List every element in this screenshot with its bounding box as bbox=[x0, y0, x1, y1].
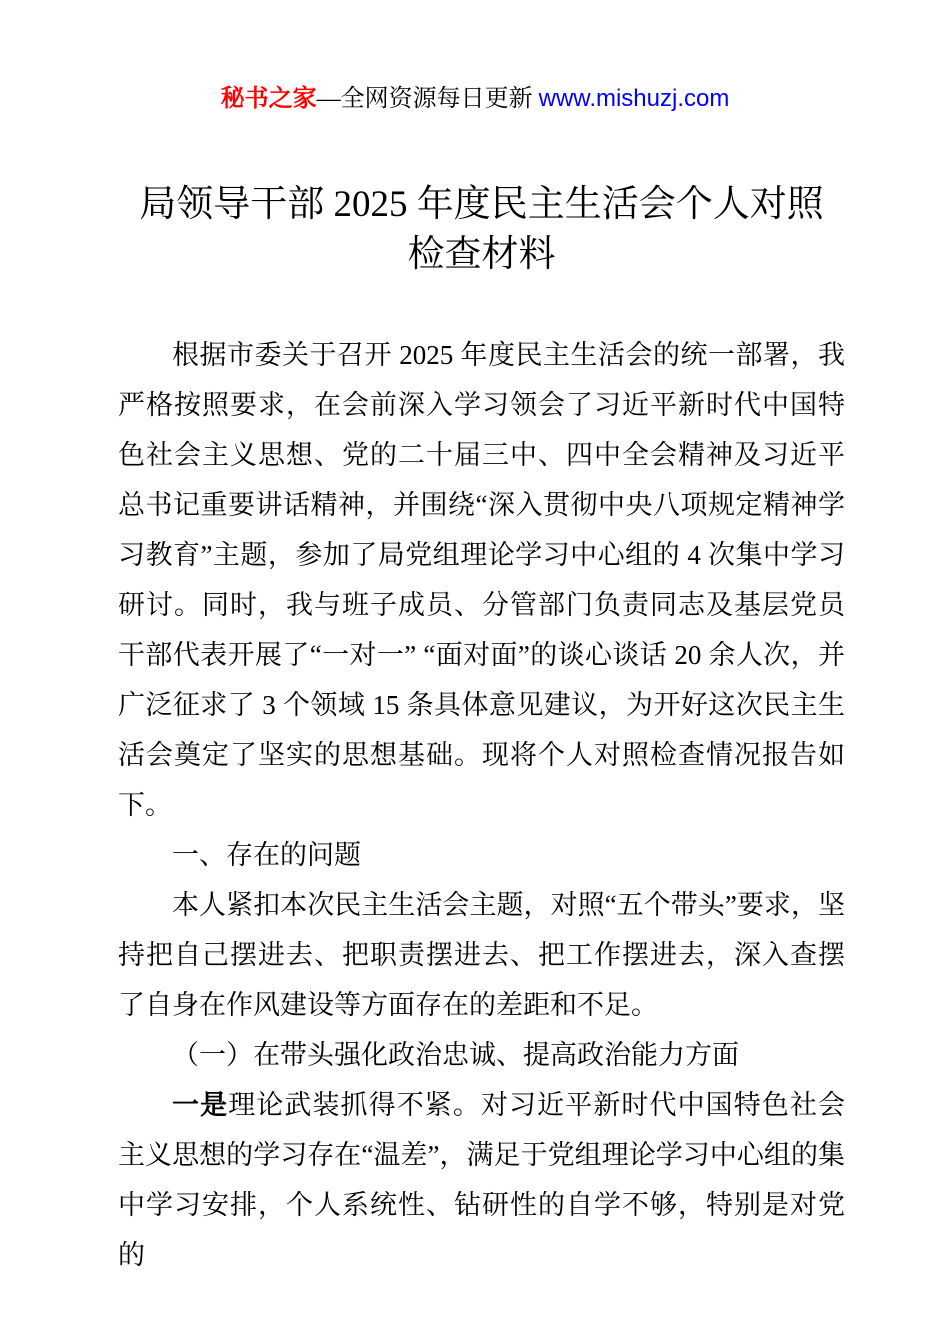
paragraph-sub1-lead: 一是 bbox=[172, 1090, 229, 1120]
paragraph-intro: 根据市委关于召开 2025 年度民主生活会的统一部署，我严格按照要求，在会前深入学习领会了习近平新时代中国特色社会主义思想、党的二十届三中、四中全会精神及习近平总书记重要讲话精神，并围绕“深入贯彻中央八项规定精神学习教育”主题，参加了局党组理论学习中心组的 4 次集中学习研讨。同时，我与班子成员、分管部门负责同志及基层党员干部代表开展了“一对一” “面对面”的谈心谈话 20 余人次，并广泛征求了 3 个领域 15 条具体意见建议，为开好这次民主生活会奠定了坚实的思想基础。现将个人对照检查情况报告如下。 bbox=[118, 340, 845, 820]
paragraph-sub1-text: 理论武装抓得不紧。对习近平新时代中国特色社会主义思想的学习存在“温差”，满足于党组理论学习中心组的集中学习安排，个人系统性、钻研性的自学不够，特别是对党的 bbox=[118, 1090, 846, 1270]
paragraph-section1-intro: 本人紧扣本次民主生活会主题，对照“五个带头”要求，坚持把自己摆进去、把职责摆进去、把工作摆进去，深入查摆了自身在作风建设等方面存在的差距和不足。 bbox=[118, 890, 845, 1020]
subsection-heading-1: （一）在带头强化政治忠诚、提高政治能力方面 bbox=[172, 1040, 739, 1070]
site-brand: 秘书之家 bbox=[220, 86, 317, 112]
title-line-2: 检查材料 bbox=[407, 234, 556, 275]
title-line-1: 局领导干部 2025 年度民主生活会个人对照 bbox=[139, 184, 824, 225]
site-tagline: —全网资源每日更新 bbox=[316, 86, 539, 112]
section-heading-1: 一、存在的问题 bbox=[172, 840, 361, 870]
site-url-link[interactable]: www.mishuzj.com bbox=[538, 85, 730, 112]
document-body bbox=[118, 330, 845, 1280]
site-header bbox=[0, 0, 950, 114]
document-title bbox=[118, 180, 845, 280]
paragraph-sub1 bbox=[118, 1080, 845, 1280]
